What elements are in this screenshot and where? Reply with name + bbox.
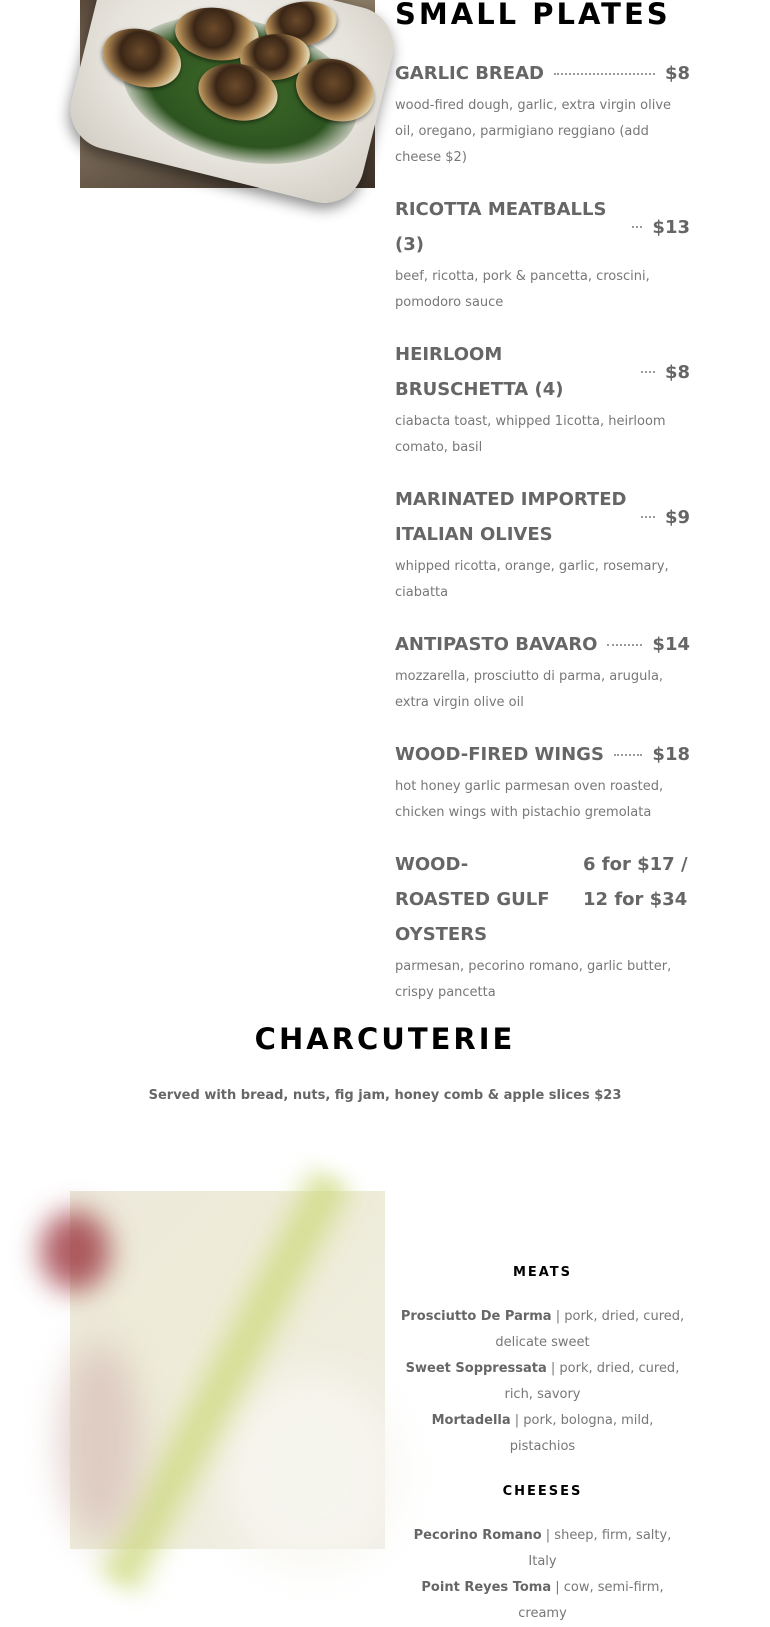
item-description: beef, ricotta, pork & pancetta, croscini, pomodoro sauce [395,269,650,310]
list-item [400,1408,685,1460]
item-name: GARLIC BREAD [395,63,544,84]
entry-detail: | pork, dried, cured, delicate sweet [495,1309,685,1350]
small-plates-menu [395,56,690,1027]
item-name: RICOTTA MEATBALLS (3) [395,199,607,255]
entry-detail: | pork, bologna, mild, pistachios [509,1413,654,1454]
menu-item [395,847,690,1006]
item-name: HEIRLOOM BRUSCHETTA (4) [395,344,564,400]
item-description: parmesan, pecorino romano, garlic butter, crispy pancetta [395,959,672,1000]
entry-name: Sweet Soppressata [405,1361,547,1376]
item-description: hot honey garlic parmesan oven roasted, chicken wings with pistachio gremolata [395,779,664,820]
menu-item [395,627,690,716]
item-name: ANTIPASTO BAVARO [395,634,598,655]
menu-item [395,56,690,171]
entry-detail: | cow, semi-firm, creamy [518,1580,664,1621]
menu-item [395,337,690,461]
charcuterie-title: CHARCUTERIE [254,1022,516,1056]
item-name: WOOD-ROASTED GULF OYSTERS [395,854,550,945]
oysters-photo [80,0,375,188]
entry-detail: | sheep, firm, salty, Italy [528,1528,672,1569]
item-description: ciabacta toast, whipped 1icotta, heirloom comato, basil [395,414,666,455]
item-description: whipped ricotta, orange, garlic, rosemary, ciabatta [395,559,669,600]
dotted-leader [641,516,655,518]
list-item [400,1575,685,1627]
dotted-leader [607,644,642,646]
small-plates-title: SMALL PLATES [395,0,671,31]
entry-detail: | pork, dried, cured, rich, savory [504,1361,680,1402]
item-price: $18 [652,744,690,765]
charcuterie-photo [70,1191,385,1549]
cheeses-heading: CHEESES [502,1484,583,1499]
item-name: WOOD-FIRED WINGS [395,744,604,765]
dotted-leader [614,754,643,756]
menu-item [395,482,690,606]
list-item [400,1356,685,1408]
item-price: $8 [664,361,690,383]
entry-name: Point Reyes Toma [421,1580,552,1595]
dotted-leader [632,226,642,228]
entry-name: Pecorino Romano [413,1528,542,1543]
menu-item [395,737,690,826]
meats-heading: MEATS [512,1265,573,1280]
item-description: mozzarella, prosciutto di parma, arugula, extra virgin olive oil [395,669,664,710]
item-description: wood-fired dough, garlic, extra virgin olive oil, oregano, parmigiano reggiano (add cheese $2) [395,98,672,165]
entry-name: Mortadella [431,1413,511,1428]
item-price: $13 [652,216,690,238]
item-price: $8 [664,63,690,84]
menu-item [395,192,690,316]
list-item [400,1523,685,1575]
charcuterie-lists [400,1262,685,1627]
entry-name: Prosciutto De Parma [400,1309,552,1324]
item-price: 6 for $17 / 12 for $34 [583,854,688,910]
charcuterie-subtitle: Served with bread, nuts, fig jam, honey comb & apple slices $23 [148,1088,622,1103]
item-name: MARINATED IMPORTED ITALIAN OLIVES [395,489,627,545]
dotted-leader [641,371,655,373]
list-item [400,1304,685,1356]
item-price: $14 [652,634,690,655]
item-price: $9 [664,506,690,528]
dotted-leader [554,73,655,75]
